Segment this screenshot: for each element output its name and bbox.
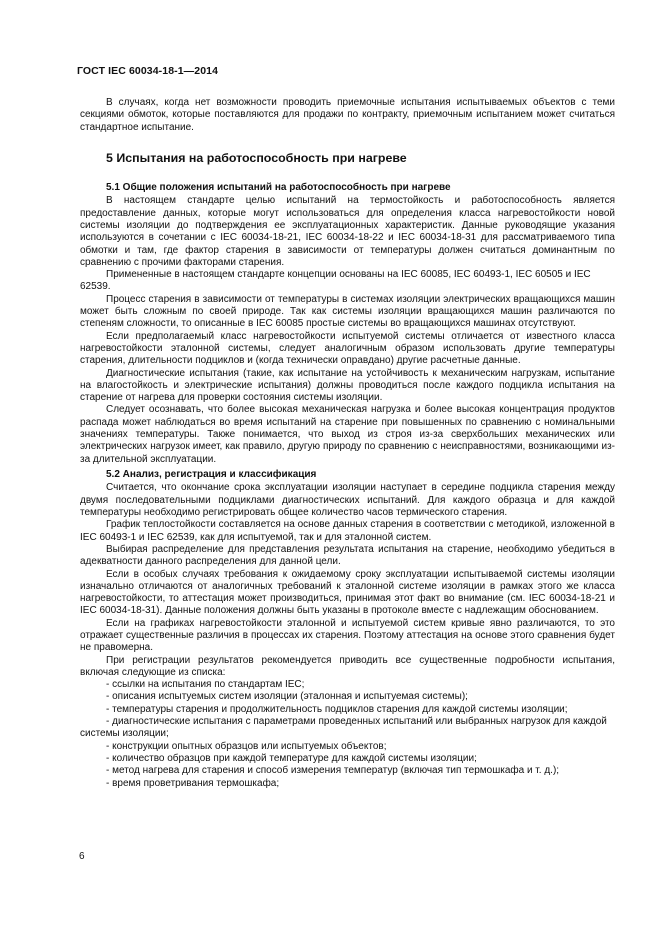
paragraph: Считается, что окончание срока эксплуатации изоляции наступает в середине подцикла старения между двумя последовательными подциклами диагностических испытаний. Для каждого образца и для каждой температуры необходимо регистрировать общее количество часов термического старения. bbox=[80, 482, 615, 519]
intro-paragraph: В случаях, когда нет возможности проводить приемочные испытания испытываемых объектов с теми секциями обмоток, которые поставляются для продажи по контракту, приемочным испытанием может считаться стандартное испытание. bbox=[80, 97, 615, 133]
paragraph: Если на графиках нагревостойкости эталонной и испытуемой систем кривые явно различаются, то это отражает существенные различия в процессах их старения. Поэтому аттестация на основе этого сравнения будет не правомерна. bbox=[80, 617, 615, 654]
paragraph: Выбирая распределение для представления результата испытания на старение, необходимо убедиться в адекватности данного распределения для данной цели. bbox=[80, 543, 615, 568]
paragraph: Следует осознавать, что более высокая механическая нагрузка и более высокая концентрация продуктов распада может наблюдаться во время испытаний на старение при повышенных по сравнению с номинальными значениях температуры. Также понимается, что выход из строя из-за сверхбольших механических или электрических нагрузок имеет, как правило, другую природу по сравнению с неисправностями, возникающими из-за длительной эксплуатации. bbox=[80, 404, 615, 465]
results-list bbox=[80, 679, 615, 790]
list-item: - конструкции опытных образцов или испытуемых объектов; bbox=[106, 740, 387, 752]
paragraph: Примененные в настоящем стандарте концепции основаны на IEC 60085, IEC 60493-1, IEC 60505 и IEC 62539. bbox=[80, 269, 591, 293]
document-body bbox=[80, 97, 615, 790]
paragraph: График теплостойкости составляется на основе данных старения в соответствии с методикой, изложенной в IEC 60493-1 и IEC 62539, как для испытуемой, так и для эталонной систем. bbox=[80, 519, 615, 543]
list-item: - температуры старения и продолжительность подциклов старения для каждой системы изоляции; bbox=[106, 703, 568, 715]
paragraph: В настоящем стандарте целью испытаний на термостойкость и работоспособность является предоставление данных, которые могут использоваться для определения класса нагревостойкости новой системы изоляции до подтверждения ее эксплуатационных характеристик. Данные руководящие указания используются в сочетании с IEC 60034-18-21, IEC 60034-18-22 и IEC 60034-18-31 для рассматриваемого типа обмотки и там, где фактор старения в зависимости от температуры должен считаться доминантным по сравнению с прочими факторами старения. bbox=[80, 195, 615, 268]
list-item: - время проветривания термошкафа; bbox=[106, 777, 280, 789]
section-5-heading: 5 Испытания на работоспособность при нагреве bbox=[106, 150, 407, 165]
section-5-1-heading: 5.1 Общие положения испытаний на работоспособность при нагреве bbox=[106, 181, 451, 193]
list-item: - метод нагрева для старения и способ измерения температур (включая тип термошкафа и т. д.); bbox=[106, 765, 560, 777]
paragraph: Если предполагаемый класс нагревостойкости испытуемой системы отличается от известного класса нагревостойкости эталонной системы, следует аналогичным образом использовать другие температуры старения, длительности подциклов и (когда технически оправдано) другие расчетные данные. bbox=[80, 330, 615, 367]
list-item: - диагностические испытания с параметрами проведенных испытаний или выбранных нагрузок для каждой системы изоляции; bbox=[80, 716, 607, 740]
paragraph: Если в особых случаях требования к ожидаемому сроку эксплуатации испытываемой системы изоляции изначально отличаются от аналогичных требований к эталонной системе изоляции в рамках этого же класса нагревостойкости, то аттестация может производиться, принимая этот факт во внимание (см. IEC 60034-18-21 и IEC 60034-18-31). Данные положения должны быть указаны в протоколе вместе с надлежащим обоснованием. bbox=[80, 568, 615, 617]
paragraph: Процесс старения в зависимости от температуры в системах изоляции электрических вращающихся машин может быть сложным по своей природе. Так как системы изоляции вращающихся машин различаются по степеням сложности, то описанные в IEC 60085 простые системы во вращающихся машинах отсутствуют. bbox=[80, 293, 615, 330]
list-item: - ссылки на испытания по стандартам IEC; bbox=[106, 679, 305, 691]
section-5-2-heading: 5.2 Анализ, регистрация и классификация bbox=[106, 468, 317, 480]
page-number: 6 bbox=[79, 851, 85, 862]
list-item: - количество образцов при каждой температуре для каждой системы изоляции; bbox=[106, 752, 477, 764]
paragraph: Диагностические испытания (такие, как испытание на устойчивость к механическим нагрузкам, испытание на влагостойкость и электрические испытания) должны проводиться после каждого подцикла испытания на старение от нагрева для проверки состояния системы изоляции. bbox=[80, 367, 615, 404]
list-item: - описания испытуемых систем изоляции (эталонная и испытуемая системы); bbox=[106, 691, 468, 703]
document-header: ГОСТ IEC 60034-18-1—2014 bbox=[77, 65, 219, 77]
paragraph: При регистрации результатов рекомендуется приводить все существенные подробности испытания, включая следующие из списка: bbox=[80, 654, 615, 678]
